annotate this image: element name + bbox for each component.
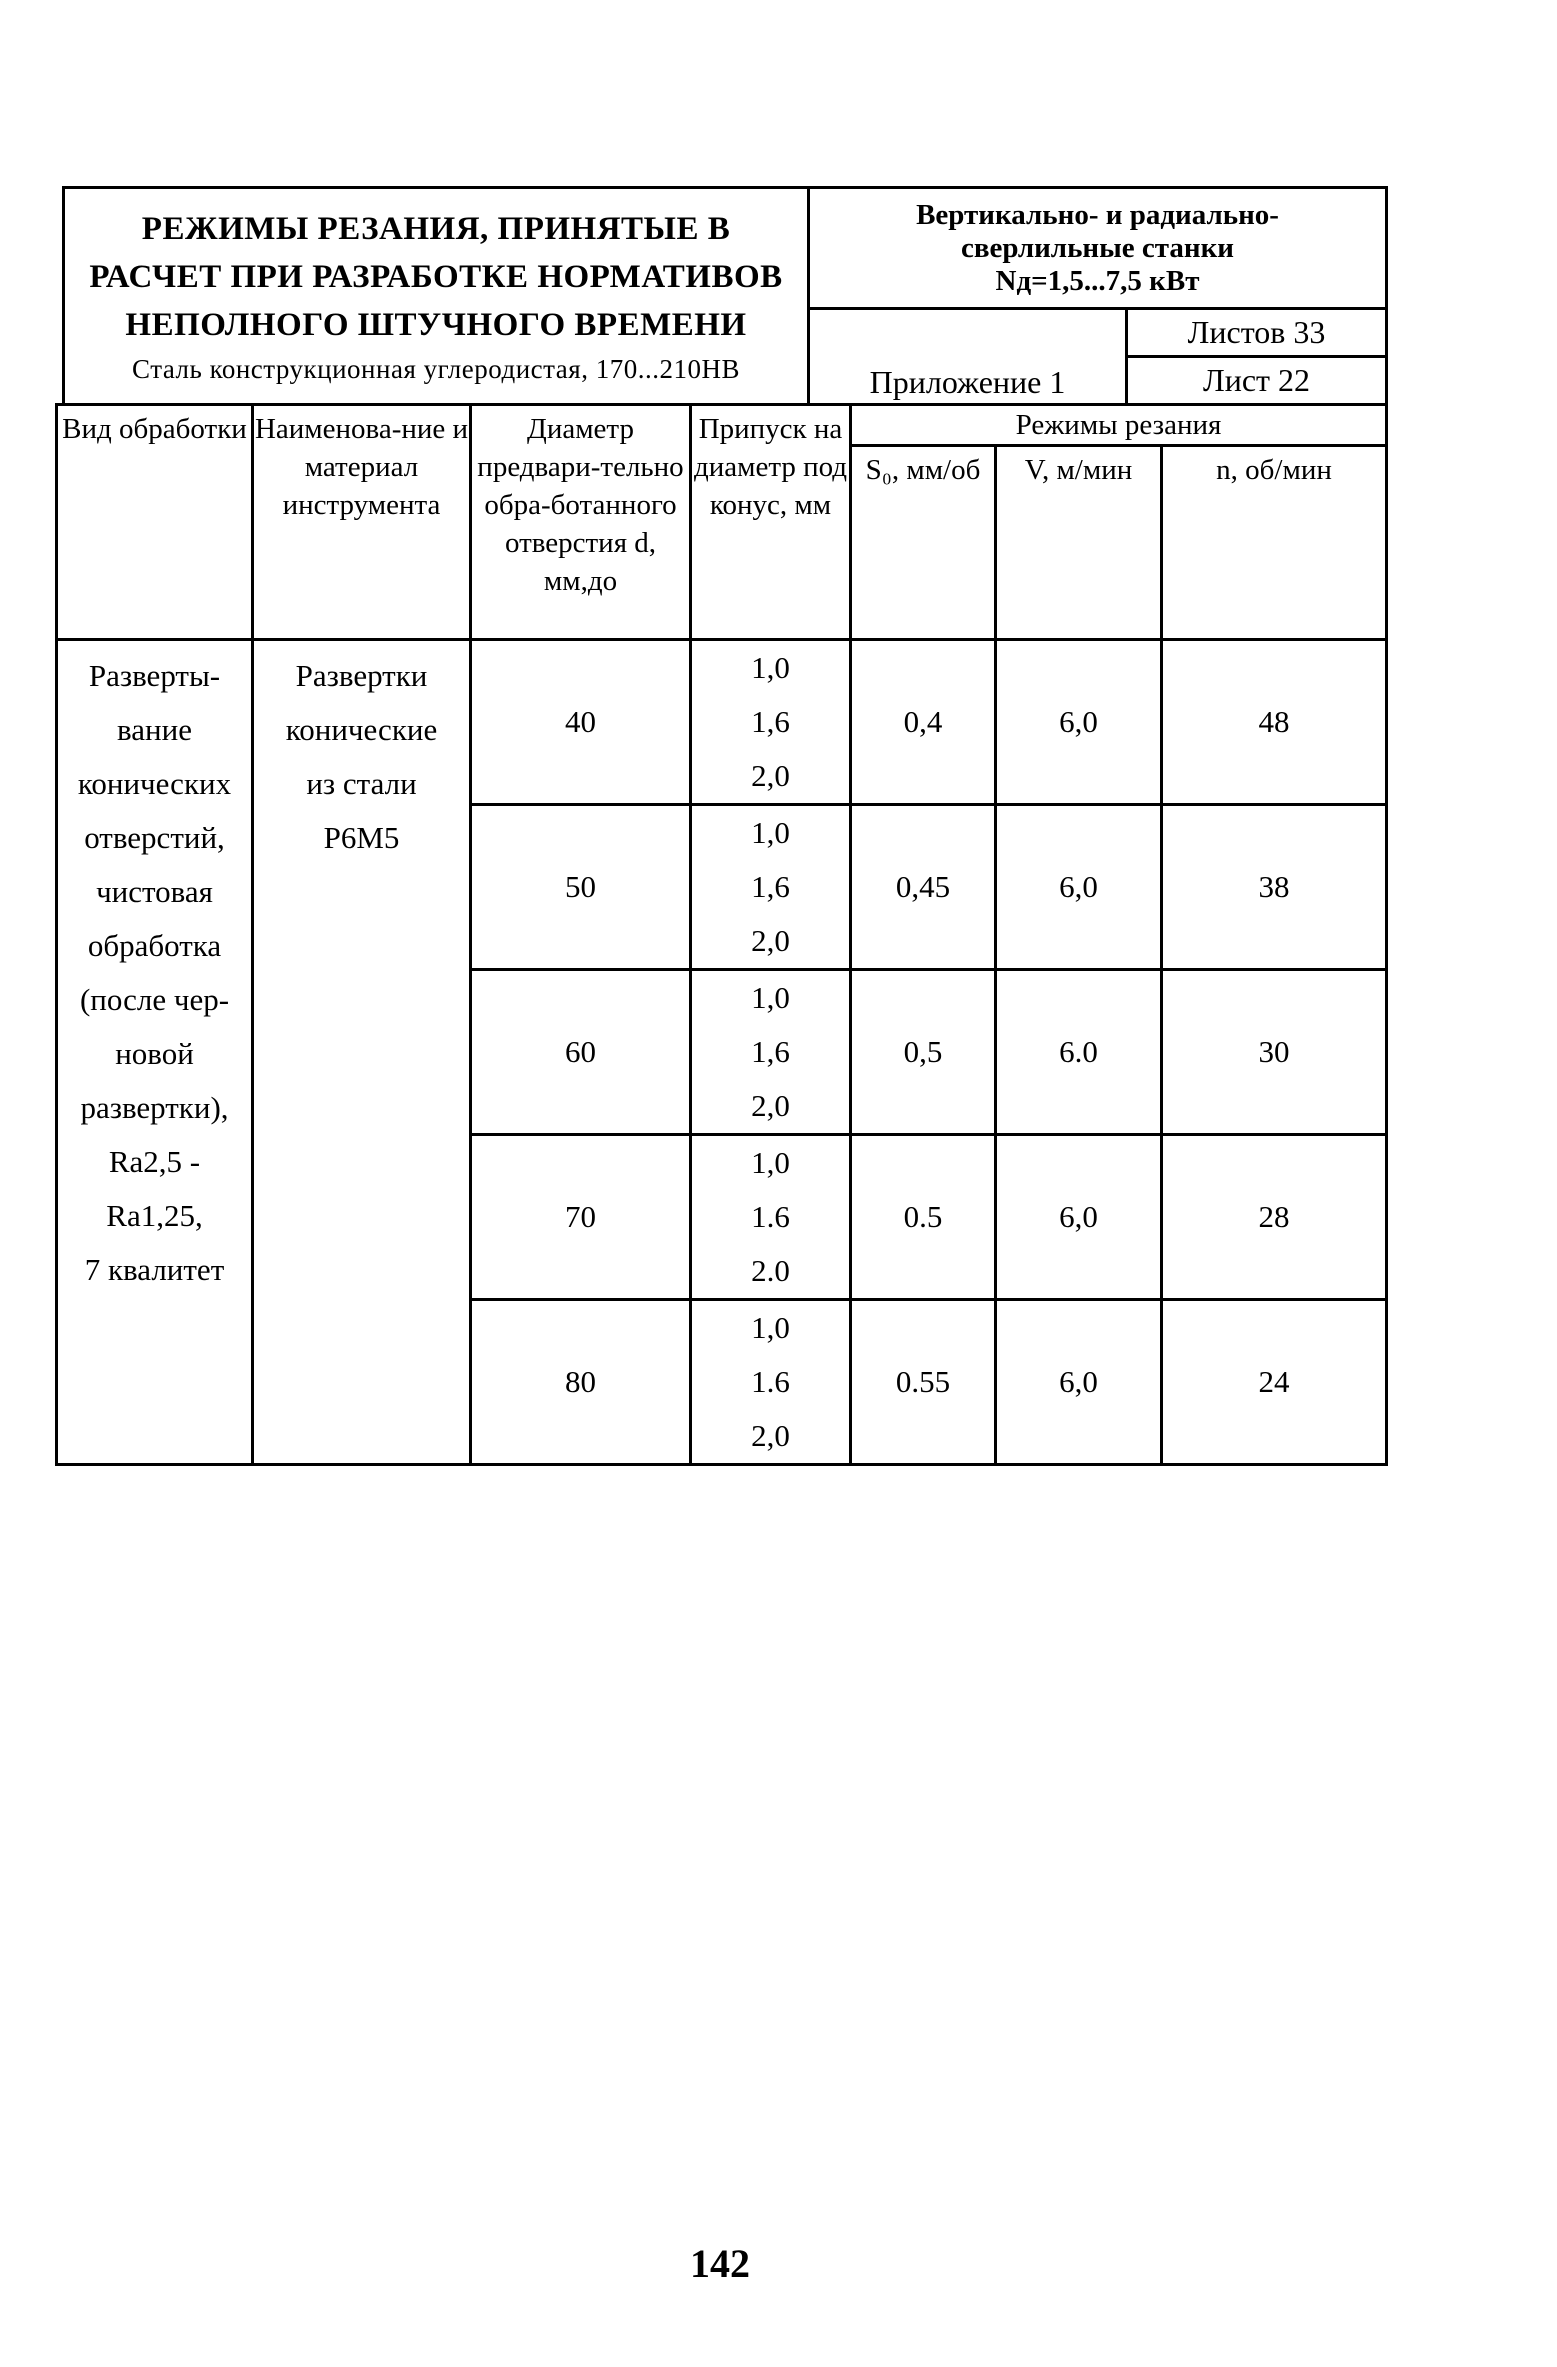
- header-diameter: Диаметр предвари-тельно обра-ботанного отверстия d, мм,до: [471, 405, 691, 640]
- allowance-cell: [691, 805, 851, 970]
- rpm-cell: 24: [1162, 1300, 1387, 1465]
- feed-cell: 0,4: [851, 640, 996, 805]
- allowance-value: 1,6: [751, 869, 790, 904]
- operation-line: чистовая: [96, 874, 213, 909]
- rpm-cell: 28: [1162, 1135, 1387, 1300]
- allowance-value: 2.0: [751, 1253, 790, 1288]
- operation-line: обработка: [87, 928, 222, 963]
- header-tool: Наименова-ние и материал инструмента: [253, 405, 471, 640]
- tool-line: Р6М5: [323, 820, 400, 855]
- allowance-value: 2,0: [751, 1418, 790, 1453]
- allowance-value: 1.6: [751, 1199, 790, 1234]
- header-allowance: Припуск на диаметр под конус, мм: [691, 405, 851, 640]
- diameter-cell: 40: [471, 640, 691, 805]
- header-cutting-modes: Режимы резания: [851, 405, 1387, 446]
- rpm-cell: 30: [1162, 970, 1387, 1135]
- diameter-cell: 60: [471, 970, 691, 1135]
- header-rpm: n, об/мин: [1162, 446, 1387, 640]
- operation-description: [57, 640, 253, 1465]
- speed-cell: 6.0: [996, 970, 1162, 1135]
- operation-line: 7 квалитет: [84, 1252, 225, 1287]
- material-note: Сталь конструкционная углеродистая, 170...210НВ: [132, 354, 740, 384]
- feed-cell: 0.55: [851, 1300, 996, 1465]
- rpm-cell: 48: [1162, 640, 1387, 805]
- rpm-cell: 38: [1162, 805, 1387, 970]
- allowance-cell: [691, 970, 851, 1135]
- allowance-cell: [691, 640, 851, 805]
- allowance-value: 1,6: [751, 704, 790, 739]
- header-table: [62, 186, 1388, 406]
- document-title: [64, 188, 809, 405]
- allowance-value: 1,0: [751, 815, 790, 850]
- tool-line: Развертки: [295, 658, 428, 693]
- page-number: 142: [690, 2241, 750, 2286]
- cutting-modes-table: [55, 403, 1388, 1466]
- operation-line: (после чер-: [79, 982, 230, 1017]
- machine-type: [809, 188, 1387, 309]
- machine-line: сверлильные станки: [961, 231, 1234, 264]
- header-speed: V, м/мин: [996, 446, 1162, 640]
- allowance-value: 1,0: [751, 1310, 790, 1345]
- table-row: [57, 640, 1387, 805]
- allowance-value: 1,0: [751, 980, 790, 1015]
- feed-cell: 0,45: [851, 805, 996, 970]
- diameter-cell: 50: [471, 805, 691, 970]
- machine-line: Nд=1,5...7,5 кВт: [995, 264, 1200, 297]
- sheet-current: Лист 22: [1127, 357, 1387, 405]
- allowance-value: 1,0: [751, 1145, 790, 1180]
- appendix-label: Приложение 1: [809, 309, 1127, 405]
- operation-line: конических: [77, 766, 232, 801]
- diameter-cell: 70: [471, 1135, 691, 1300]
- allowance-cell: [691, 1300, 851, 1465]
- tool-line: из стали: [306, 766, 417, 801]
- allowance-value: 1,6: [751, 1034, 790, 1069]
- machine-line: Вертикально- и радиально-: [916, 198, 1279, 231]
- speed-cell: 6,0: [996, 1300, 1162, 1465]
- title-line: РЕЖИМЫ РЕЗАНИЯ, ПРИНЯТЫЕ В: [141, 211, 731, 247]
- sheets-total: Листов 33: [1127, 309, 1387, 357]
- feed-cell: 0,5: [851, 970, 996, 1135]
- title-line: НЕПОЛНОГО ШТУЧНОГО ВРЕМЕНИ: [125, 307, 747, 343]
- title-line: РАСЧЕТ ПРИ РАЗРАБОТКЕ НОРМАТИВОВ: [89, 259, 783, 295]
- allowance-cell: [691, 1135, 851, 1300]
- operation-line: новой: [115, 1036, 194, 1071]
- allowance-value: 2,0: [751, 923, 790, 958]
- operation-line: отверстий,: [84, 820, 225, 855]
- speed-cell: 6,0: [996, 640, 1162, 805]
- operation-line: Ra1,25,: [106, 1198, 203, 1233]
- allowance-value: 2,0: [751, 1088, 790, 1123]
- header-feed: S₀, мм/об: [851, 446, 996, 640]
- speed-cell: 6,0: [996, 805, 1162, 970]
- diameter-cell: 80: [471, 1300, 691, 1465]
- operation-line: Ra2,5 -: [108, 1144, 201, 1179]
- speed-cell: 6,0: [996, 1135, 1162, 1300]
- allowance-value: 1.6: [751, 1364, 790, 1399]
- header-operation: Вид обработки: [57, 405, 253, 640]
- operation-line: вание: [117, 712, 192, 747]
- tool-line: конические: [285, 712, 438, 747]
- allowance-value: 1,0: [751, 650, 790, 685]
- allowance-value: 2,0: [751, 758, 790, 793]
- operation-line: развертки),: [80, 1090, 229, 1125]
- tool-description: [253, 640, 471, 1465]
- feed-cell: 0.5: [851, 1135, 996, 1300]
- operation-line: Разверты-: [88, 658, 221, 693]
